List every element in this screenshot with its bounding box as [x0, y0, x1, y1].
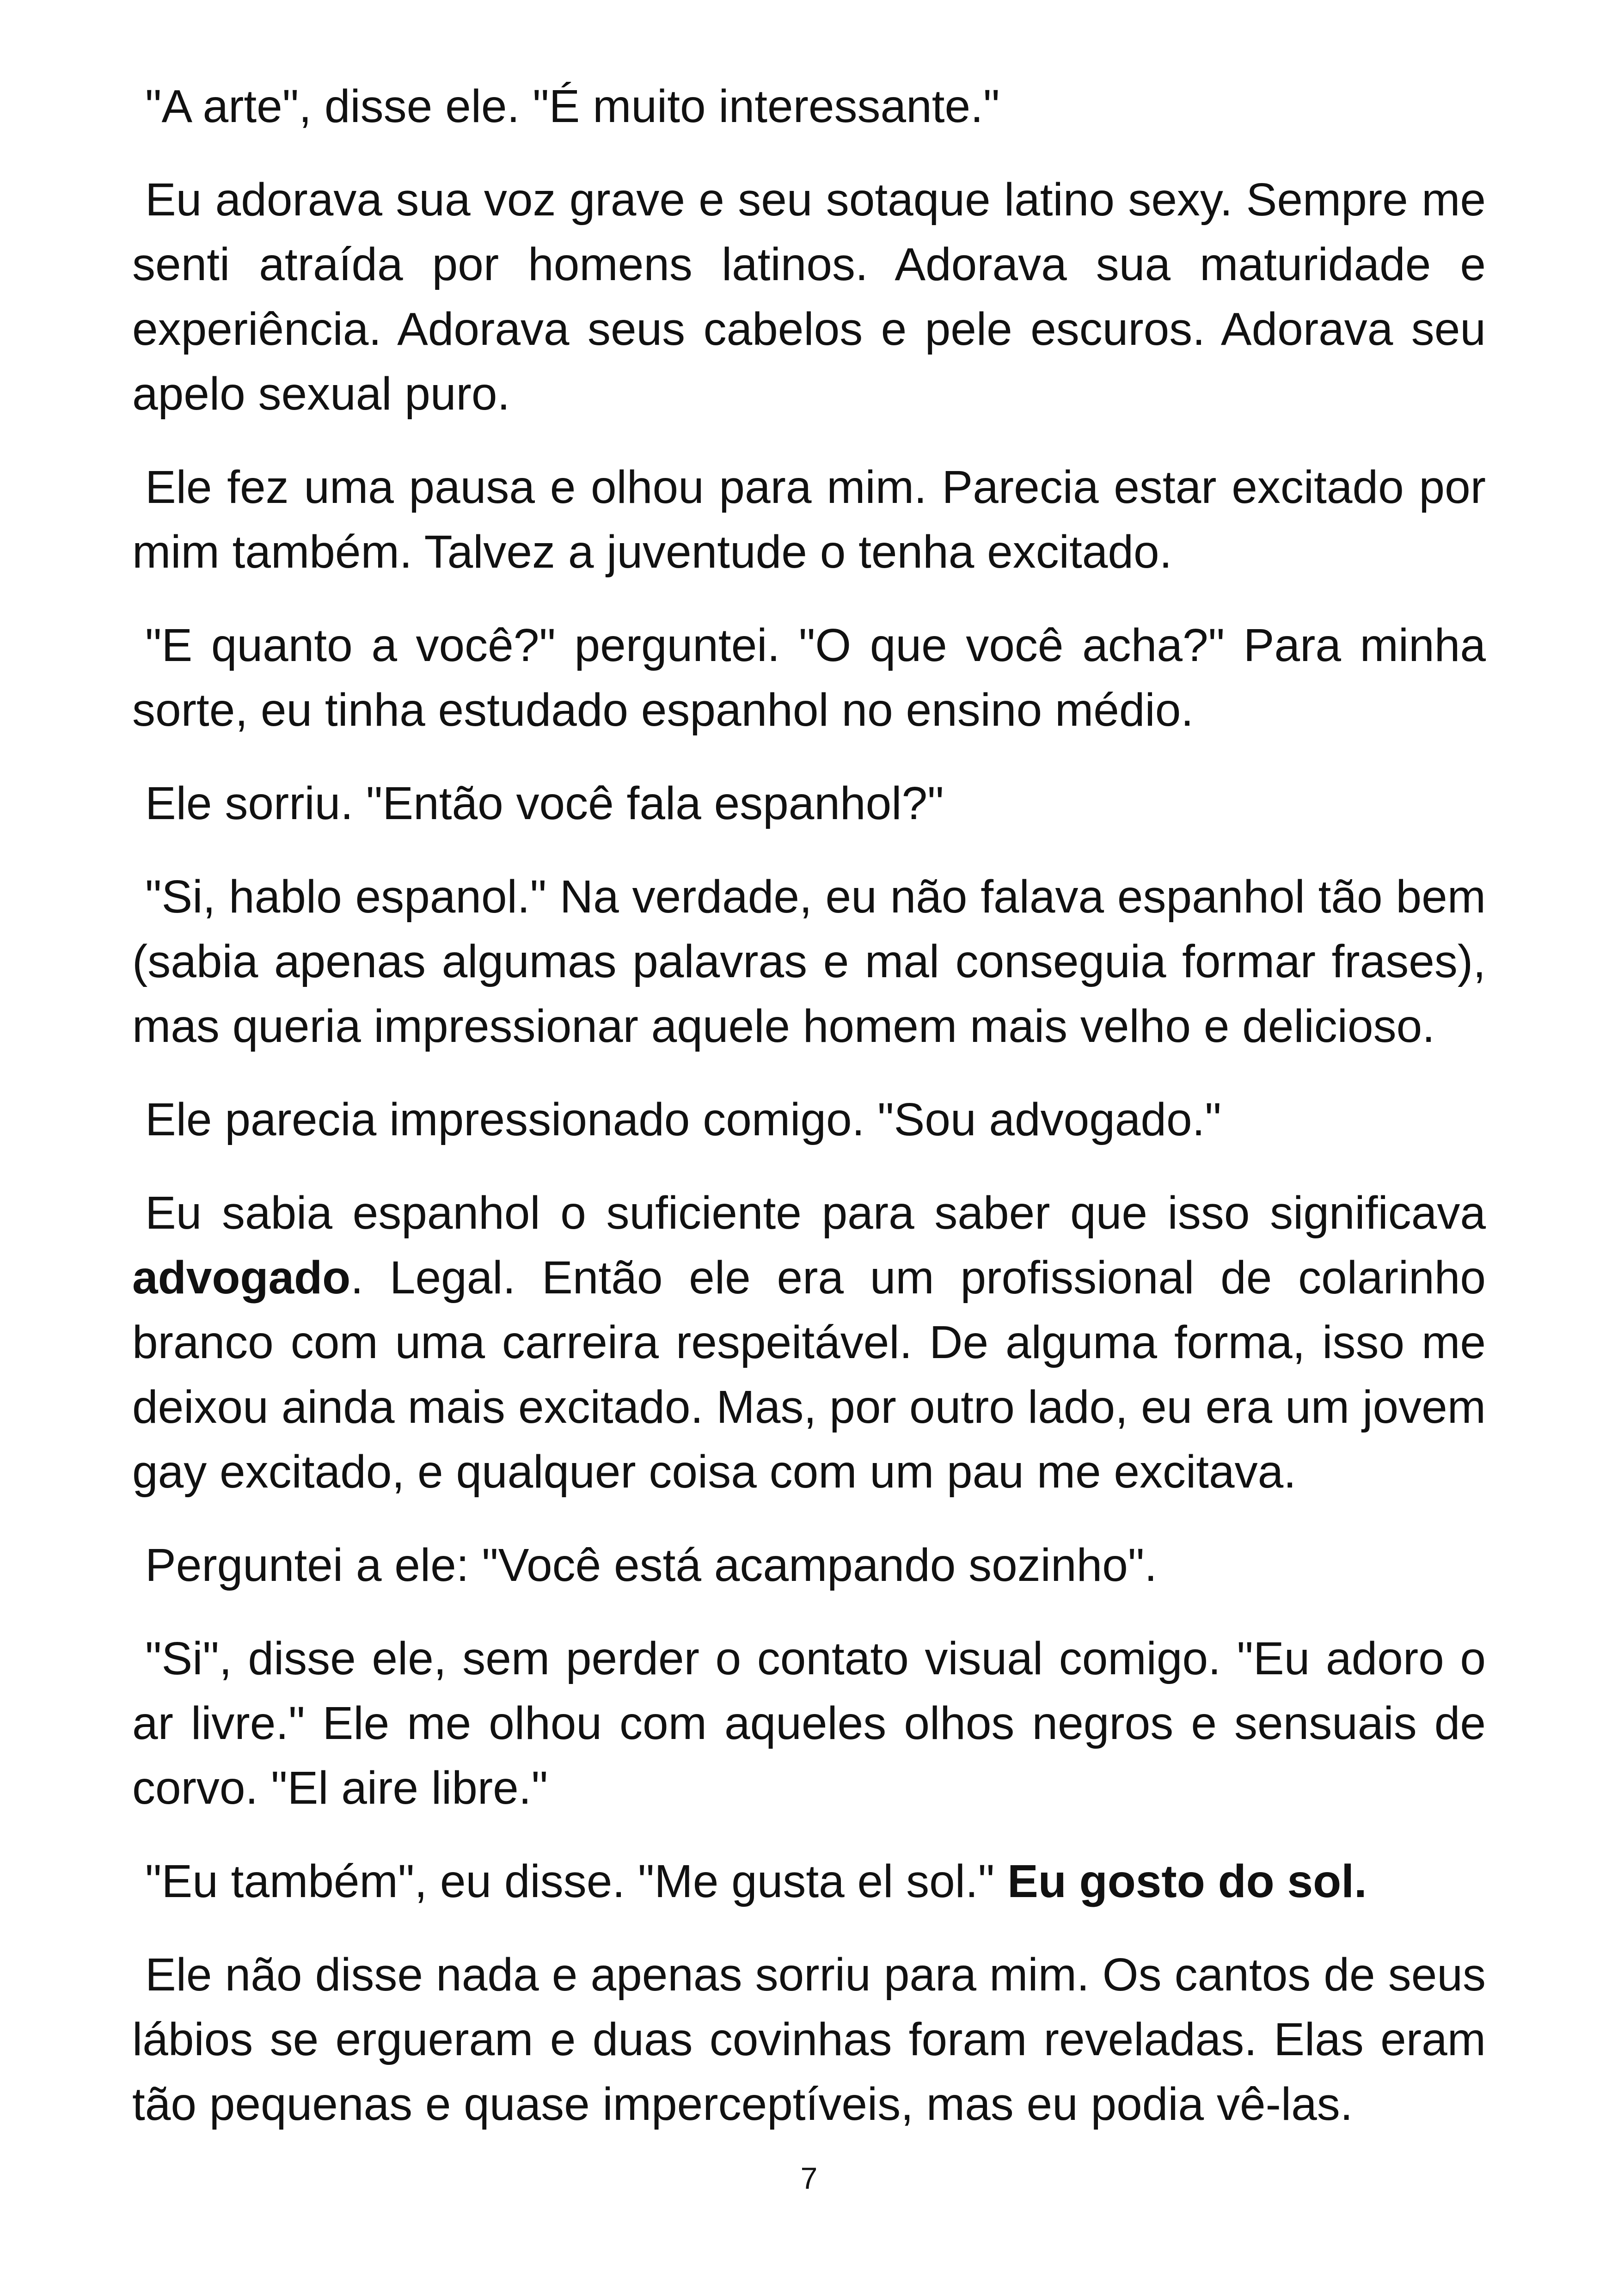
paragraph-text: . Legal. Então ele era um profissional de colarinho branco com uma carreira respeitável. De alguma forma, isso me deixou ainda mais excitado. Mas, por outro lado, eu era um jovem gay excitado, e qualquer coisa com um pau me excitava.: [132, 1252, 1486, 1498]
paragraph-text: Eu sabia espanhol o suficiente para saber que isso significava: [145, 1187, 1486, 1239]
bold-text: advogado: [132, 1252, 351, 1304]
paragraph: "E quanto a você?" perguntei. "O que você acha?" Para minha sorte, eu tinha estudado espanhol no ensino médio.: [132, 619, 1486, 736]
page-number: 7: [800, 2161, 818, 2195]
document-page: [132, 74, 1486, 2165]
paragraph: Perguntei a ele: "Você está acampando sozinho".: [145, 1539, 1158, 1591]
paragraph: [132, 1849, 1486, 1914]
bold-text: Eu gosto do sol.: [1007, 1855, 1367, 1907]
paragraph: [132, 1181, 1486, 1504]
paragraph: "Si", disse ele, sem perder o contato visual comigo. "Eu adoro o ar livre." Ele me olhou com aqueles olhos negros e sensuais de corvo. "El aire libre.": [132, 1633, 1486, 1814]
paragraph: Ele não disse nada e apenas sorriu para mim. Os cantos de seus lábios se ergueram e duas covinhas foram reveladas. Elas eram tão pequenas e quase imperceptíveis, mas eu podia vê-las.: [132, 1949, 1486, 2130]
paragraph: Eu adorava sua voz grave e seu sotaque latino sexy. Sempre me senti atraída por homens latinos. Adorava sua maturidade e experiência. Adorava seus cabelos e pele escuros. Adorava seu apelo sexual puro.: [132, 174, 1486, 420]
paragraph: Ele fez uma pausa e olhou para mim. Parecia estar excitado por mim também. Talvez a juventude o tenha excitado.: [132, 461, 1486, 578]
paragraph: Ele sorriu. "Então você fala espanhol?": [145, 778, 944, 829]
paragraph: Ele parecia impressionado comigo. "Sou advogado.": [145, 1094, 1221, 1145]
paragraph: "Si, hablo espanol." Na verdade, eu não falava espanhol tão bem (sabia apenas algumas palavras e mal conseguia formar frases), mas queria impressionar aquele homem mais velho e delicioso.: [132, 871, 1486, 1052]
paragraph: "A arte", disse ele. "É muito interessante.": [145, 80, 1000, 132]
paragraph-text: "Eu também", eu disse. "Me gusta el sol.": [145, 1855, 995, 1907]
